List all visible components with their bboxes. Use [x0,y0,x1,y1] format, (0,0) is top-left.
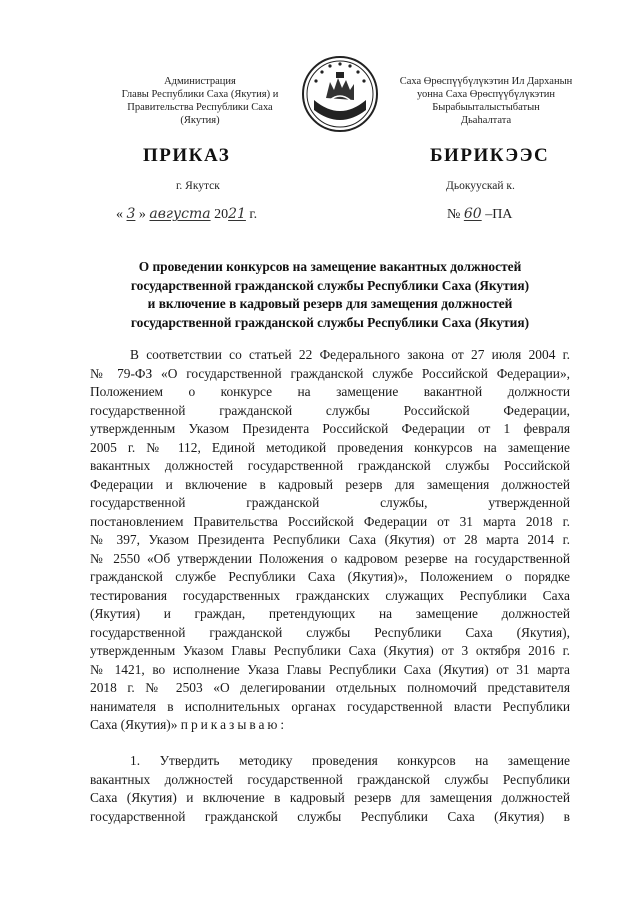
date-year-mark: г. [249,207,258,222]
city-ru: г. Якутск [176,180,220,192]
text-line: утвержденным Указом Президента Российской Федерации от 1 февраля [90,421,570,436]
issuer-left-line: (Якутия) [180,115,220,126]
order-word: приказываю: [180,717,288,732]
text-line: В соответствии со статьей 22 Федерального закона от 27 июля 2004 г. [130,347,570,362]
text-line: постановлением Правительства Российской Федерации от 31 марта 2018 г. [90,513,570,529]
issuer-left [100,75,300,127]
order-title-sakha: БИРИКЭЭС [430,145,550,166]
date-day: 3 [126,206,136,222]
preamble-paragraph [90,346,570,735]
order-number [447,206,512,223]
text-line: государственной гражданской службы Российской Федерации, [90,402,570,418]
text-line: № 1421, во исполнение Указа Главы Республики Саха (Якутия) от 31 марта [90,661,570,677]
heading-line: государственной гражданской службы Республики Саха (Якутия) [130,277,530,293]
issuer-right-line: уонна Саха Өрөспүүбүлүкэтин [416,89,556,100]
text-line: № 397, Указом Президента Республики Саха (Якутия) от 28 марта 2014 г. [90,532,570,547]
issuer-left-line: Правительства Республики Саха [127,102,273,113]
text-line: 2005 г. № 112, Единой методикой проведения конкурсов на замещение [90,439,570,455]
text-line: утвержденным Указом Главы Республики Саха (Якутия) от 3 октября 2016 г. [90,643,570,658]
number-value: 60 [463,206,482,222]
heading-line: О проведении конкурсов на замещение вакантных должностей [138,259,522,274]
text-line: 1. Утвердить методику проведения конкурсов на замещение [130,753,570,768]
number-prefix: № [447,207,461,222]
text-line: государственной гражданской службы Республики Саха (Якутия), [90,624,570,640]
sakha-emblem [300,54,380,134]
text-line: № 79-ФЗ «О государственной гражданской службе Российской Федерации», [90,365,570,381]
issuer-left-line: Главы Республики Саха (Якутия) и [121,89,279,100]
date-close-quote: » [138,207,146,222]
issuer-right-line: Саха Өрөспүүбүлүкэтин Ил Дарханын [399,76,573,87]
text-line: нанимателя в исполнительных органах государственной власти Республики [90,698,570,714]
city-sakha: Дьокуускай к. [446,180,515,192]
issuer-right-line: Дьаһалтата [460,115,512,126]
text-line-final [90,716,570,735]
issuer-right [382,75,590,127]
heading-line: государственной гражданской службы Республики Саха (Якутия) [130,314,530,330]
text-line: (Якутия) и граждан, претендующих на замещение должностей [90,606,570,621]
order-date [116,206,257,223]
number-suffix: –ПА [485,207,513,222]
date-year-prefix: 20 [214,207,229,222]
heading-line: и включение в кадровый резерв для замещения должностей [147,296,513,311]
issuer-left-line: Администрация [164,76,236,87]
order-title-ru: ПРИКАЗ [143,145,231,166]
text-line: Саха (Якутия) и включение в кадровый резерв для замещения должностей [90,790,570,805]
preamble-end: Саха (Якутия)» [90,717,178,732]
date-year-suffix: 21 [228,206,246,222]
text-line: Федерации и включение в кадровый резерв для замещения должностей [90,476,570,492]
text-line: государственной гражданской службы, утвержденной [90,495,570,510]
text-line: № 2550 «Об утверждении Положения о кадровом резерве на государственной [90,550,570,566]
text-line: вакантных должностей государственной гражданской службы Республики [90,771,570,787]
date-open-quote: « [116,207,123,222]
text-line: 2018 г. № 2503 «О делегировании отдельных полномочий представителя [90,680,570,695]
text-line: государственной гражданской службы Республики Саха (Якутия) в [90,808,570,824]
text-line: вакантных должностей государственной гражданской службы Российской [90,458,570,473]
text-line: гражданской службе Республики Саха (Якутия)», Положением о порядке [90,569,570,584]
date-month: августа [149,206,211,222]
document-heading [90,258,570,332]
text-line: Положением о конкурсе на замещение вакантной должности [90,384,570,399]
clause-1-paragraph [90,752,570,826]
text-line: тестирования государственных гражданских служащих Республики Саха [90,587,570,603]
issuer-right-line: Бырабыыталыстыбатын [432,102,540,113]
